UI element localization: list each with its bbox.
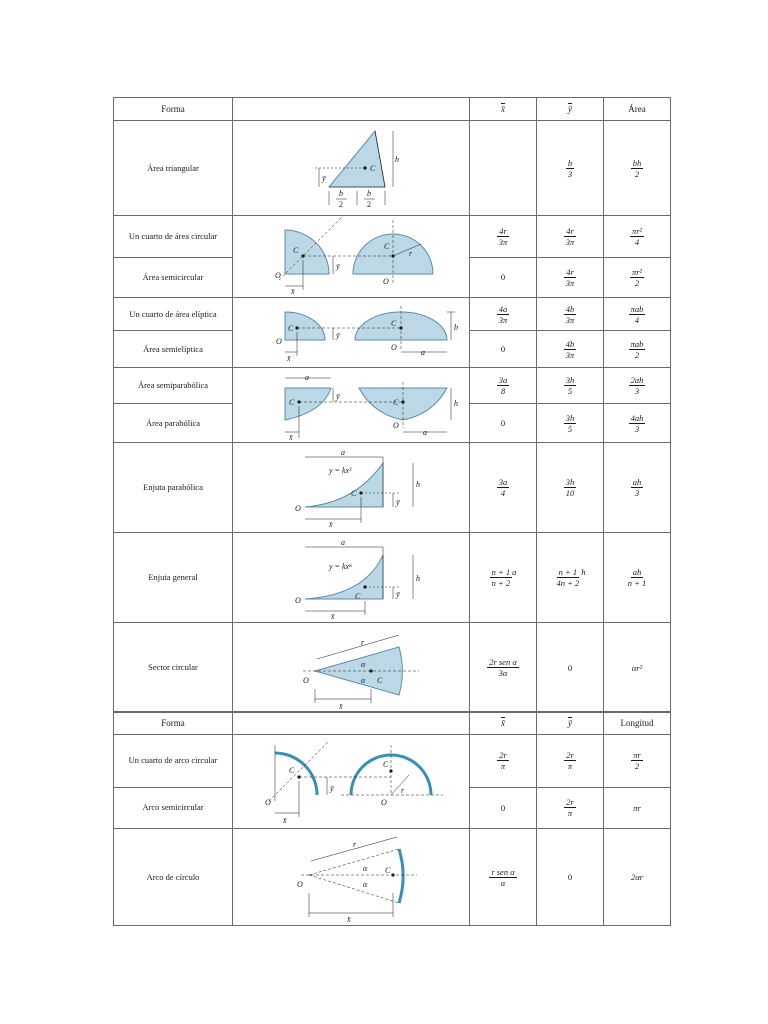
spandrel-figure xyxy=(233,443,470,533)
area-cell: $\frac{2ah}{3}$ xyxy=(604,368,671,404)
area-cell: αr² xyxy=(604,623,671,713)
label-alpha1: α xyxy=(361,660,366,669)
xbar-cell: 0 xyxy=(470,257,537,298)
ybar-cell: $\frac{3h}{5}$ xyxy=(537,368,604,404)
table-row xyxy=(114,298,671,331)
label-a: a xyxy=(341,538,345,547)
shape-name: Enjuta parabólica xyxy=(114,443,233,533)
shape-name: Un cuarto de arco circular xyxy=(114,735,233,788)
label-O1: O xyxy=(275,271,281,280)
xbar-cell: 0 xyxy=(470,404,537,443)
area-cell: $\frac{ah}{n + 1}$ xyxy=(604,533,671,623)
label-O: O xyxy=(393,421,399,430)
xbar-cell: $\frac{3a}{8}$ xyxy=(470,368,537,404)
ybar-cell: $\frac{4b}{3\pi}$ xyxy=(537,298,604,331)
shape-name: Sector circular xyxy=(114,623,233,713)
ybar-cell: 0 xyxy=(537,623,604,713)
ellipse-figure xyxy=(233,298,470,368)
header-row xyxy=(114,712,671,735)
header-ybar: $\overline{ȳ}$ xyxy=(537,98,604,121)
label-O1: O xyxy=(276,337,282,346)
shape-name: Área parabólica xyxy=(114,404,233,443)
table-row xyxy=(114,735,671,788)
shape-name: Área semielíptica xyxy=(114,331,233,368)
label-ybar: ȳ xyxy=(336,262,340,271)
label-r: r xyxy=(353,840,357,849)
xbar-cell: $\frac{\text{r sen α}}{\alpha}$ xyxy=(470,829,537,926)
circle-figure xyxy=(233,216,470,298)
length-cell: πr xyxy=(604,787,671,828)
label-alpha1: α xyxy=(363,864,368,873)
shape-name: Enjuta general xyxy=(114,533,233,623)
xbar-cell: 0 xyxy=(470,787,537,828)
header-xbar: x̄ xyxy=(470,712,537,735)
xbar-cell: $\frac{4r}{3\pi}$ xyxy=(470,216,537,258)
triangle-figure xyxy=(233,121,470,216)
ybar-cell: $\frac{3h}{5}$ xyxy=(537,404,604,443)
header-shape: Forma xyxy=(114,712,233,735)
label-two-right: 2 xyxy=(367,200,371,209)
xbar-cell: $\frac{2r}{\pi}$ xyxy=(470,735,537,788)
table-row xyxy=(114,623,671,713)
ybar-cell: 0 xyxy=(537,829,604,926)
label-C2: C xyxy=(383,760,389,769)
label-eq: y = kx² xyxy=(329,466,352,475)
area-cell: $\frac{\text{πab}}{4}$ xyxy=(604,298,671,331)
label-O: O xyxy=(297,880,303,889)
label-O1: O xyxy=(265,798,271,807)
label-ybar: ȳ xyxy=(330,784,334,793)
length-cell: $\frac{\pi r}{2}$ xyxy=(604,735,671,788)
area-cell: $\frac{\text{πab}}{2}$ xyxy=(604,331,671,368)
label-eq: y = kxⁿ xyxy=(329,562,352,571)
label-ybar: ȳ xyxy=(322,174,326,183)
table-row xyxy=(114,368,671,404)
area-cell: $\frac{ah}{3}$ xyxy=(604,443,671,533)
label-xbar: x̄ xyxy=(329,520,333,529)
ybar-cell: $\frac{2r}{\pi}$ xyxy=(537,735,604,788)
label-xbar: x̄ xyxy=(287,354,291,363)
label-C: C xyxy=(351,489,357,498)
label-O: O xyxy=(295,504,301,513)
label-h: h xyxy=(395,155,399,164)
table-row xyxy=(114,443,671,533)
label-C: C xyxy=(377,676,383,685)
label-h: h xyxy=(454,399,458,408)
label-xbar: x̄ xyxy=(291,287,295,296)
ybar-cell: $\frac{4r}{3\pi}$ xyxy=(537,257,604,298)
ybar-cell: $\frac{4r}{3\pi}$ xyxy=(537,216,604,258)
label-C: C xyxy=(370,164,376,173)
label-two-left: 2 xyxy=(339,200,343,209)
area-cell: $\frac{\text{πr²}}{2}$ xyxy=(604,257,671,298)
label-b: b xyxy=(454,323,458,332)
label-O: O xyxy=(303,676,309,685)
xbar-cell: $\frac{4a}{3\pi}$ xyxy=(470,298,537,331)
label-C1: C xyxy=(289,398,295,407)
header-xbar: x̄ xyxy=(470,98,537,121)
arc-figure xyxy=(233,829,470,926)
centroid-length-table xyxy=(113,711,671,926)
label-xbar: x̄ xyxy=(289,433,293,442)
label-alpha2: α xyxy=(363,880,368,889)
header-figure xyxy=(233,712,470,735)
label-ybar: ȳ xyxy=(396,498,400,507)
label-C1: C xyxy=(293,246,299,255)
label-ybar: ȳ xyxy=(336,331,340,340)
sector-figure xyxy=(233,623,470,713)
shape-name: Un cuarto de área circular xyxy=(114,216,233,258)
label-O2: O xyxy=(391,343,397,352)
area-cell: $\frac{\text{πr²}}{4}$ xyxy=(604,216,671,258)
ybar-cell: $\frac{2r}{\pi}$ xyxy=(537,787,604,828)
label-xbar: x̄ xyxy=(347,915,351,924)
label-r: r xyxy=(409,249,413,258)
xbar-cell: $\frac{n + 1}{n + 2}$ a xyxy=(470,533,537,623)
xbar-cell xyxy=(470,121,537,216)
label-a: a xyxy=(421,348,425,357)
header-shape: Forma xyxy=(114,98,233,121)
label-alpha2: α xyxy=(361,676,366,685)
label-O: O xyxy=(295,596,301,605)
label-C1: C xyxy=(288,324,294,333)
header-figure xyxy=(233,98,470,121)
xbar-cell: $\frac{\text{2r sen α}}{3\alpha}$ xyxy=(470,623,537,713)
label-a2: a xyxy=(423,428,427,437)
label-r: r xyxy=(361,638,365,647)
shape-name: Área triangular xyxy=(114,121,233,216)
ybar-cell: $\frac{n + 1}{4n + 2}$ h xyxy=(537,533,604,623)
ybar-cell: $\frac{3h}{10}$ xyxy=(537,443,604,533)
label-C2: C xyxy=(393,398,399,407)
label-O2: O xyxy=(381,798,387,807)
shape-name: Área semicircular xyxy=(114,257,233,298)
label-O2: O xyxy=(383,277,389,286)
shape-name: Arco semicircular xyxy=(114,787,233,828)
label-C2: C xyxy=(391,319,397,328)
table-row xyxy=(114,216,671,258)
label-a1: a xyxy=(305,373,309,382)
general-spandrel-figure xyxy=(233,533,470,623)
centroid-area-table xyxy=(113,97,671,713)
xbar-cell: $\frac{3a}{4}$ xyxy=(470,443,537,533)
label-C1: C xyxy=(289,766,295,775)
label-r: r xyxy=(401,786,405,795)
label-ybar: ȳ xyxy=(336,392,340,401)
parabola-figure xyxy=(233,368,470,443)
header-length: Longitud xyxy=(604,712,671,735)
shape-name: Área semiparabólica xyxy=(114,368,233,404)
header-ybar: $\overline{ȳ}$ xyxy=(537,712,604,735)
label-ybar: ȳ xyxy=(396,590,400,599)
label-a: a xyxy=(341,448,345,457)
area-cell: $\frac{bh}{2}$ xyxy=(604,121,671,216)
label-C: C xyxy=(355,592,361,601)
table-row xyxy=(114,829,671,926)
xbar-cell: 0 xyxy=(470,331,537,368)
header-row xyxy=(114,98,671,121)
label-C: C xyxy=(385,866,391,875)
area-cell: $\frac{4ah}{3}$ xyxy=(604,404,671,443)
header-area: Área xyxy=(604,98,671,121)
length-cell: 2αr xyxy=(604,829,671,926)
label-h: h xyxy=(416,574,420,583)
label-b-right: b xyxy=(367,189,371,198)
label-xbar: x̄ xyxy=(339,702,343,711)
ybar-cell: $\frac{h}{3}$ xyxy=(537,121,604,216)
label-b-left: b xyxy=(339,189,343,198)
label-xbar: x̄ xyxy=(283,816,287,825)
label-C2: C xyxy=(384,242,390,251)
ybar-cell: $\frac{4b}{3\pi}$ xyxy=(537,331,604,368)
table-row xyxy=(114,121,671,216)
label-xbar: x̄ xyxy=(331,612,335,621)
table-row xyxy=(114,533,671,623)
shape-name: Arco de círculo xyxy=(114,829,233,926)
arcs-figure xyxy=(233,735,470,829)
label-h: h xyxy=(416,480,420,489)
shape-name: Un cuarto de área elíptica xyxy=(114,298,233,331)
